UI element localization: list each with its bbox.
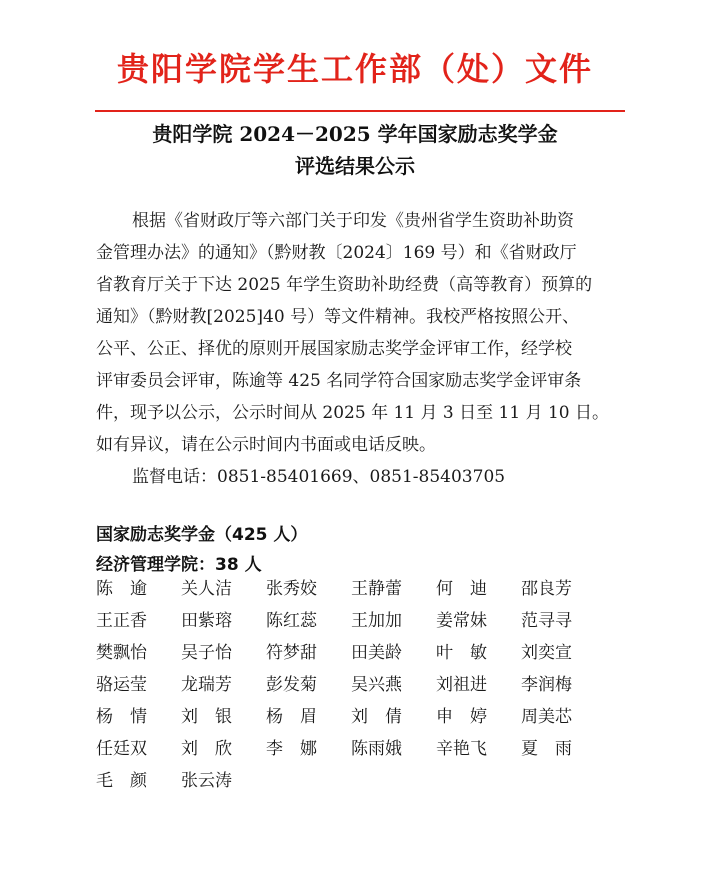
student-name: 周美芯	[521, 707, 572, 727]
body-paragraph-line: 件，现予以公示，公示时间从 2025 年 11 月 3 日至 11 月 10 日。	[96, 403, 610, 423]
student-name: 毛 颜	[96, 771, 147, 791]
student-name: 邵良芳	[521, 579, 572, 599]
student-name: 田美龄	[351, 643, 402, 663]
student-name: 王静蕾	[351, 579, 402, 599]
body-paragraph-line: 如有异议，请在公示时间内书面或电话反映。	[96, 435, 436, 455]
student-name: 姜常妹	[436, 611, 487, 631]
student-name: 吴子怡	[181, 643, 232, 663]
body-paragraph-line: 金管理办法》的通知》（黔财教〔2024〕169 号）和《省财政厅	[96, 243, 577, 263]
student-name: 陈红蕊	[266, 611, 317, 631]
document-title-line-2: 评选结果公示	[295, 154, 415, 178]
body-paragraph-line: 公平、公正、择优的原则开展国家励志奖学金评审工作，经学校	[96, 339, 572, 359]
student-name: 杨 情	[96, 707, 147, 727]
student-name: 陈雨娥	[351, 739, 402, 759]
student-name: 刘 银	[181, 707, 232, 727]
student-name: 王加加	[351, 611, 402, 631]
scholarship-section-title: 国家励志奖学金（425 人）	[96, 525, 308, 545]
student-name: 申 婷	[436, 707, 487, 727]
student-name: 吴兴燕	[351, 675, 402, 695]
student-name: 刘 倩	[351, 707, 402, 727]
student-name: 李润梅	[521, 675, 572, 695]
body-paragraph-line: 评审委员会评审，陈逾等 425 名同学符合国家励志奖学金评审条	[96, 371, 582, 391]
student-name: 张云涛	[181, 771, 232, 791]
student-name: 骆运莹	[96, 675, 147, 695]
student-name: 田紫瑢	[181, 611, 232, 631]
student-name: 刘祖进	[436, 675, 487, 695]
body-paragraph-line: 根据《省财政厅等六部门关于印发《贵州省学生资助补助资	[132, 211, 574, 231]
student-name: 龙瑞芳	[181, 675, 232, 695]
document-title-line-1: 贵阳学院 2024－2025 学年国家励志奖学金	[152, 122, 558, 146]
body-paragraph-line: 通知》（黔财教[2025]40 号）等文件精神。我校严格按照公开、	[96, 307, 580, 327]
student-name: 杨 眉	[266, 707, 317, 727]
student-name: 刘奕宣	[521, 643, 572, 663]
student-name: 刘 欣	[181, 739, 232, 759]
student-name: 彭发菊	[266, 675, 317, 695]
supervision-phone-line: 监督电话：0851-85401669、0851-85403705	[132, 467, 506, 487]
student-name: 叶 敏	[436, 643, 487, 663]
student-name: 夏 雨	[521, 739, 572, 759]
header-red-rule	[95, 110, 625, 112]
student-name: 符梦甜	[266, 643, 317, 663]
body-paragraph-line: 省教育厅关于下达 2025 年学生资助补助经费（高等教育）预算的	[96, 275, 593, 295]
student-name: 李 娜	[266, 739, 317, 759]
student-name: 王正香	[96, 611, 147, 631]
student-name: 陈 逾	[96, 579, 147, 599]
document-header-title: 贵阳学院学生工作部（处）文件	[116, 50, 593, 88]
student-name: 何 迪	[436, 579, 487, 599]
student-name: 辛艳飞	[436, 739, 487, 759]
student-name: 樊飘怡	[96, 643, 147, 663]
student-name: 范寻寻	[521, 611, 572, 631]
student-name: 张秀姣	[266, 579, 317, 599]
student-name: 任廷双	[96, 739, 147, 759]
college-section-title: 经济管理学院：38 人	[96, 555, 262, 575]
student-name: 关人洁	[181, 579, 232, 599]
